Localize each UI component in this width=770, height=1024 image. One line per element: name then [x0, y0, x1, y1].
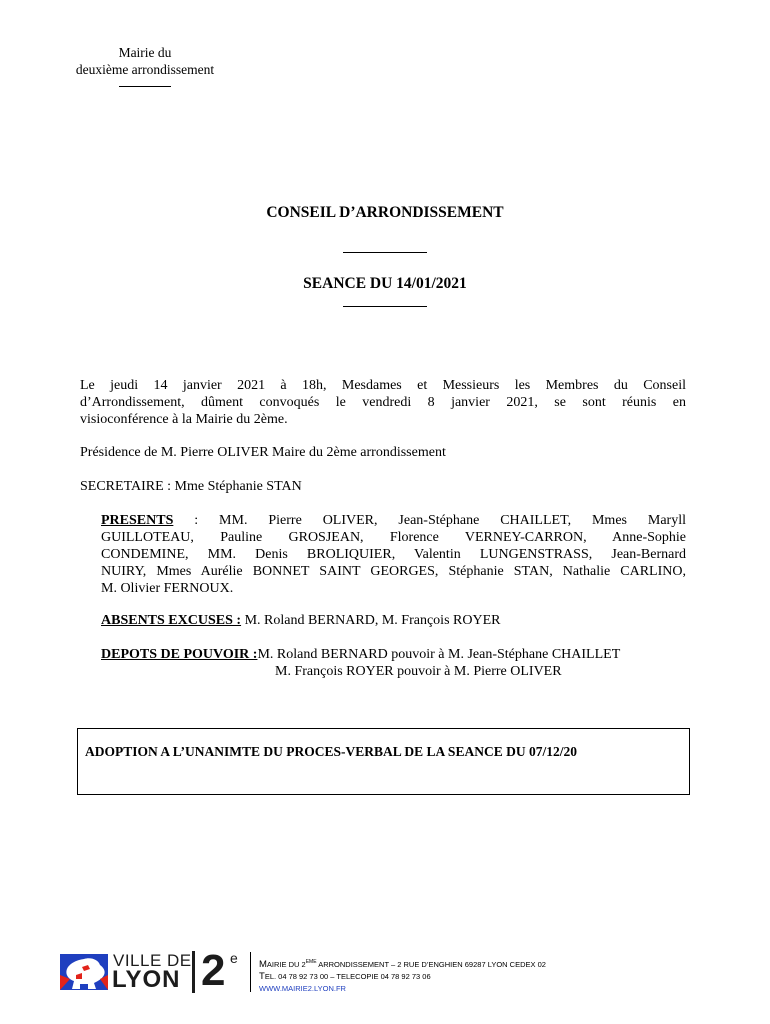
seance-divider	[343, 306, 427, 307]
document-title: CONSEIL D’ARRONDISSEMENT	[266, 204, 504, 221]
depots-label: DEPOTS DE POUVOIR :	[101, 647, 258, 662]
logo-superscript: e	[230, 950, 238, 966]
seance-heading: SEANCE DU 14/01/2021	[303, 275, 467, 292]
intro-line-3: visioconférence à la Mairie du 2ème.	[80, 412, 288, 427]
address-sup: EME	[305, 959, 317, 965]
footer-divider	[250, 952, 251, 992]
footer-tel-line	[259, 971, 546, 983]
logo-ville-de: VILLE DE	[113, 951, 192, 970]
presents-line-1	[101, 512, 686, 529]
depots-line-2: M. François ROYER pouvoir à M. Pierre OLIVER	[275, 664, 562, 679]
title-divider	[343, 252, 427, 253]
intro-line-2: d’Arrondissement, dûment convoqués le vendredi 8 janvier 2021, se sont réunis en	[80, 395, 686, 410]
address-mairie: AIRIE DU	[266, 960, 302, 970]
logo-number: 2	[201, 946, 226, 995]
logo-lyon: LYON	[112, 966, 181, 993]
intro-line-1: Le jeudi 14 janvier 2021 à 18h, Mesdames et Messieurs les Membres du Conseil	[80, 378, 686, 393]
absents-text: M. Roland BERNARD, M. François ROYER	[241, 613, 501, 628]
presents-line-4: NUIRY, Mmes Aurélie BONNET SAINT GEORGES, Stéphanie STAN, Nathalie CARLINO,	[101, 564, 686, 579]
depots-line-1	[101, 646, 620, 663]
mairie-line-2: deuxième arrondissement	[75, 62, 215, 77]
adoption-text: ADOPTION A L’UNANIMTE DU PROCES-VERBAL DE LA SEANCE DU 07/12/20	[85, 744, 577, 759]
secretaire-line: SECRETAIRE : Mme Stéphanie STAN	[80, 479, 302, 494]
header-divider	[119, 86, 171, 87]
presents-text-1: : MM. Pierre OLIVER, Jean-Stéphane CHAILLET, Mmes Maryll	[194, 513, 686, 528]
address-rest: ARRONDISSEMENT – 2 RUE D’ENGHIEN 69287 L	[316, 960, 492, 970]
adoption-box	[77, 728, 690, 795]
logo-divider	[192, 951, 195, 993]
presents-line-2: GUILLOTEAU, Pauline GROSJEAN, Florence VERNEY-CARRON, Anne-Sophie	[101, 530, 686, 545]
mairie-header	[40, 44, 250, 87]
ville-de-lyon-logo	[60, 946, 260, 995]
absents-line	[101, 612, 500, 629]
depots-text-1: M. Roland BERNARD pouvoir à M. Jean-Stéphane CHAILLET	[257, 647, 621, 662]
tel-initial: T	[259, 971, 265, 983]
tel-text: EL. 04 78 92 73 00 – TELECOPIE 04 78 92 73 06	[264, 972, 431, 982]
address-initial: M	[259, 959, 267, 971]
mairie-line-1: Mairie du	[118, 45, 172, 60]
intro-paragraph	[80, 377, 686, 428]
presidence-line: Présidence de M. Pierre OLIVER Maire du 2ème arrondissement	[80, 445, 446, 460]
presents-line-5: M. Olivier FERNOUX.	[101, 581, 234, 596]
footer-address-line	[259, 956, 546, 971]
presents-label: PRESENTS	[101, 513, 174, 528]
website-link[interactable]: WWW.MAIRIE2.LYON.FR	[259, 984, 346, 994]
absents-label: ABSENTS EXCUSES :	[101, 613, 242, 628]
footer-address-block	[259, 956, 546, 995]
presents-line-3: CONDEMINE, MM. Denis BROLIQUIER, Valentin LUNGENSTRASS, Jean-Bernard	[101, 547, 686, 562]
presents-block	[101, 512, 686, 597]
address-num: 2	[301, 960, 306, 970]
address-lyon: YON CEDEX 02	[491, 960, 546, 970]
